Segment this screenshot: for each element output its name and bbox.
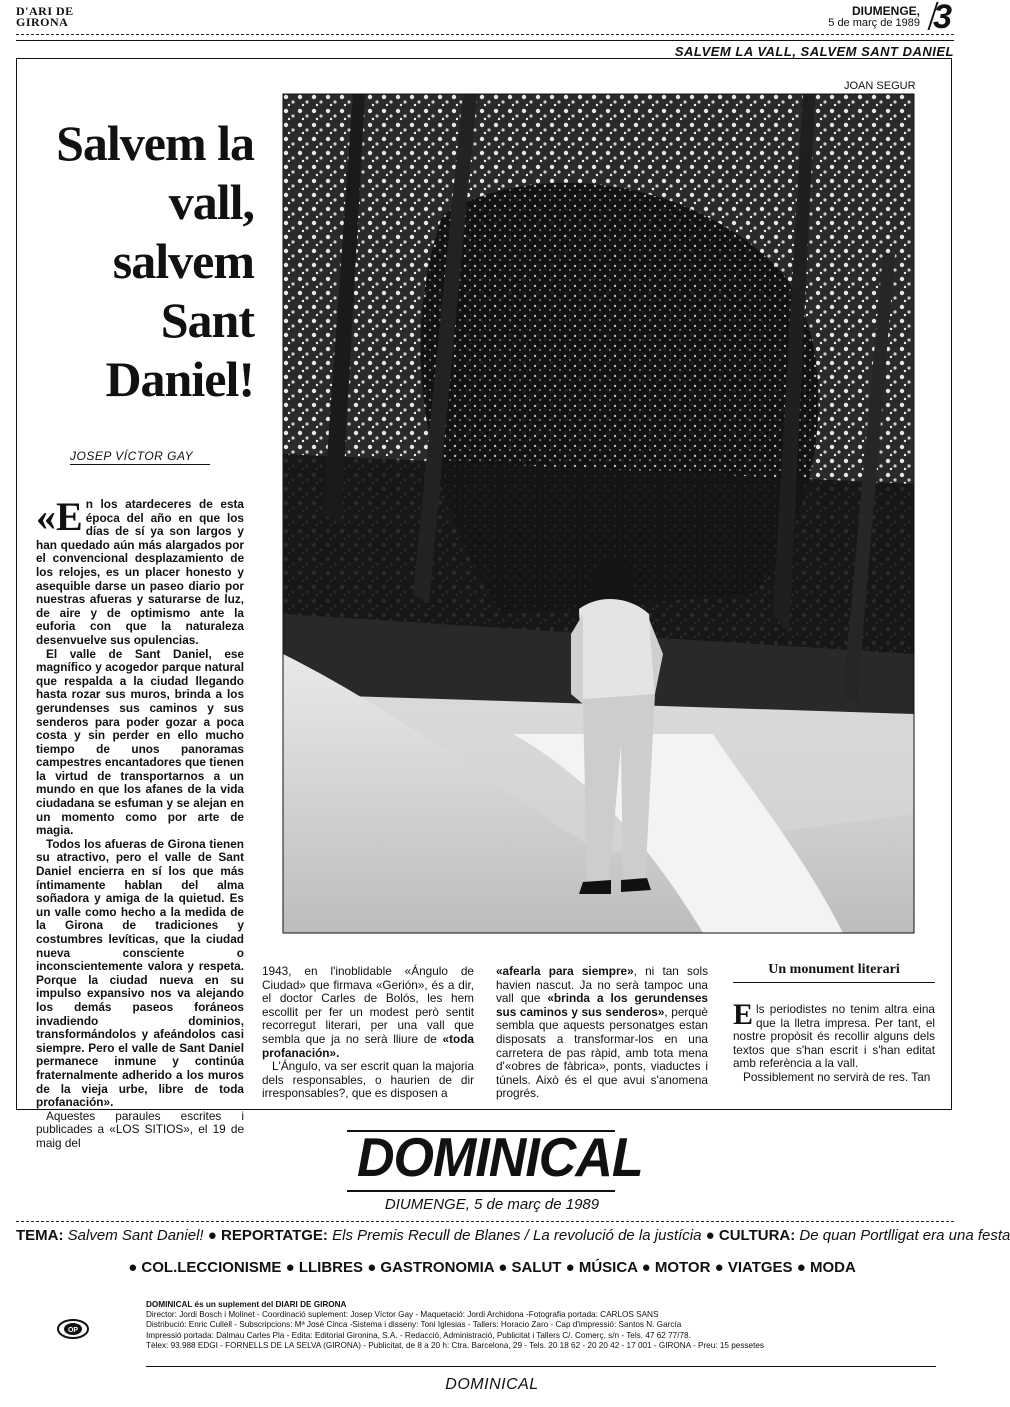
page-number: 3 [933, 0, 952, 36]
section-item: MOTOR [654, 1259, 711, 1276]
bullet: ● [796, 1259, 810, 1276]
masthead [16, 6, 74, 28]
bullet: ● [565, 1259, 579, 1276]
header-divider [16, 34, 954, 35]
section-item: SALUT [511, 1259, 562, 1276]
reportatge-label: REPORTATGE: [220, 1227, 328, 1244]
photo-credit: JOAN SEGUR [844, 80, 916, 92]
headline-line: Salvem la [56, 115, 254, 171]
headline [44, 114, 254, 409]
article-paragraph [262, 965, 474, 1060]
credits-rule [146, 1366, 936, 1367]
sidebar-title: Un monument literari [768, 962, 900, 977]
dropcap: E [733, 998, 754, 1031]
article-column-1 [36, 494, 244, 1151]
section-item: LLIBRES [298, 1259, 364, 1276]
bullet: ● [498, 1259, 512, 1276]
byline: JOSEP VÍCTOR GAY [70, 449, 194, 463]
section-item: GASTRONOMIA [380, 1259, 495, 1276]
section-title: SALVEM LA VALL, SALVEM SANT DANIEL [674, 44, 954, 59]
paragraph-text: , ni tan sols havien nascut. Ja no serà tampoc una vall que [496, 964, 709, 1006]
dominical-bottom-rule [347, 1190, 615, 1192]
credits-line: Tèlex: 93.988 EDGI - FORNELLS DE LA SELVA (GIRONA) - Publicitat, de 8 a 20 h: Ctra. Barcelona, 29 - Tels. 20 18 62 - 20 20 42 - 17 001 - GIRONA - Preu: 15 pessetes [146, 1340, 764, 1350]
logo-text: OP [67, 1327, 79, 1334]
header-date: 5 de març de 1989 [828, 17, 920, 29]
publisher-logo-icon [56, 1318, 90, 1340]
section-rule [16, 40, 954, 41]
paragraph-text: ls periodistes no tenim altra eina que la lletra impresa. Per tant, el nostre propòsit és recollir alguns dels textos que s'han escrit i s'han editat amb referència a la vall. [733, 1002, 935, 1071]
paragraph-text: n los atardeceres de esta época del año en que los días de sí ya son largos y han quedado aún más alargados por el convencional desplazamiento de los relojes, es un placer honesto y asequible darse un paseo diario por nuestras afueras y saturarse de luz, de aire y de optimismo ante la euforia con que la naturaleza desenvuelve sus opulencias. [36, 497, 244, 647]
credits-line: Director: Jordi Bosch i Molinet - Coordinació suplement: Josep Víctor Gay - Maquetació: Jordi Archidona -Fotografia portada: CARLOS SANS [146, 1310, 659, 1320]
bullet: ● [285, 1259, 299, 1276]
headline-line: vall, [168, 174, 254, 230]
forest-path-photo [283, 94, 914, 933]
bullet: ● [128, 1259, 142, 1276]
article-paragraph: L'Ángulo, va ser escrit quan la majoria dels responsables, o haurien de dir irresponsables?, que es disposen a [262, 1059, 474, 1101]
bullet: ● [367, 1259, 381, 1276]
section-item: VIATGES [727, 1259, 793, 1276]
article-paragraph [496, 965, 708, 1101]
article-column-4 [733, 998, 935, 1085]
headline-line: Daniel! [105, 351, 254, 407]
credits-line: DOMINICAL és un suplement del DIARI DE GIRONA [146, 1300, 347, 1309]
bullet: ● [705, 1227, 715, 1244]
byline-rule [70, 464, 210, 465]
headline-line: salvem [112, 233, 254, 289]
article-paragraph: Todos los afueras de Girona tienen su atractivo, pero el valle de Sant Daniel encierra en sí los que más íntimamente hablan del alma soñadora y amiga de la quietud. Es un valle como hecho a la medida de la Girona de tradiciones y costumbres levíticas, que la ciudad nueva consciente o inconscientemente valora y respeta. Porque la ciudad nueva en su impulso expansivo nos va alejando los demás paseos foráneos invadiendo dominios, transformándolos y afeándolos casi siempre. Pero el valle de Sant Daniel permanece inmune y continúa fraternalmente adherido a los muros de la vieja urbe, libre de toda profanación». [36, 836, 244, 1110]
section-item: COL.LECCIONISME [141, 1259, 282, 1276]
cultura-text: De quan Portlligat era una festa [799, 1227, 1010, 1244]
bold-quote: «afearla para siempre» [496, 964, 634, 978]
sections-line [0, 1259, 984, 1276]
article-paragraph [733, 998, 935, 1071]
article-column-3 [496, 965, 708, 1101]
credits-line: Impressió portada: Dalmau Carles Pla - Edita: Editorial Gironina, S.A. - Redacció, Administració, Publicitat i Tallers C/. Comerç, s/n - Tels. 47 62 77/78. [146, 1330, 691, 1340]
masthead-line1: D'ARI DE [16, 4, 74, 18]
cultura-label: CULTURA: [718, 1227, 796, 1244]
dropcap: «E [36, 494, 83, 539]
contents-line [16, 1227, 1010, 1244]
paragraph-text: , perquè sembla que aquests personatges estan disposats a transformar-los en una carretera de pas ràpid, amb tota mena d'«obres de fàbrica», ponts, viaductes i túnels. Això és el que avui s'anomena progrés. [496, 1004, 708, 1101]
footer-divider [16, 1221, 954, 1222]
article-paragraph: Possiblement no servirà de res. Tan [743, 1069, 931, 1084]
paragraph-text: 1943, en l'inoblidable «Ángulo de Ciudad» que firmava «Gerión», és a dir, el doctor Carles de Bolós, les hem escollit per fer un modest però sentit recorregut literari, per una vall que sembla que ja no serà lliure de [262, 964, 474, 1046]
bullet: ● [714, 1259, 728, 1276]
bold-quote: «toda profanación». [262, 1031, 474, 1060]
article-column-2 [262, 965, 474, 1101]
credits-block [146, 1300, 936, 1351]
bottom-label: DOMINICAL [445, 1376, 539, 1393]
dominical-date: DIUMENGE, 5 de març de 1989 [384, 1196, 600, 1213]
tema-text: Salvem Sant Daniel! [67, 1227, 204, 1244]
bullet: ● [207, 1227, 217, 1244]
section-item: MODA [809, 1259, 856, 1276]
article-paragraph [36, 494, 244, 648]
dominical-title: DOMINICAL [357, 1127, 643, 1189]
credits-line: Distribució: Enric Cullell - Subscripcions: Mª José Cinca -Sistema i disseny: Toni Iglesias - Tallers: Horacio Zaro - Cap d'impressió: Santos N. García [146, 1320, 682, 1330]
bullet: ● [641, 1259, 655, 1276]
tema-label: TEMA: [16, 1227, 64, 1244]
article-paragraph: Aquestes paraules escrites i publicades a «LOS SITIOS», el 19 de maig del [36, 1108, 244, 1150]
masthead-line2: GIRONA [16, 15, 69, 29]
header-day: DIUMENGE, [851, 4, 920, 18]
bold-quote: «brinda a los gerundenses sus caminos y sus senderos» [496, 991, 708, 1019]
headline-line: Sant [160, 292, 254, 348]
section-item: MÚSICA [578, 1259, 638, 1276]
reportatge-text: Els Premis Recull de Blanes / La revolució de la justícia [332, 1227, 702, 1244]
article-paragraph: El valle de Sant Daniel, ese magnífico y acogedor parque natural que respalda a la ciudad llegando hasta rozar sus muros, brinda a los gerundenses sus caminos y sus senderos para poder gozar a poca costa y sin perder en ello mucho tiempo de unos panoramas campestres encantadores que tienen la virtud de transportarnos a un mundo en que los afanes de la vida ciudadana se esfuman y se alejan en un momento como por arte de magia. [36, 646, 244, 838]
sidebar-title-rule [733, 982, 935, 983]
